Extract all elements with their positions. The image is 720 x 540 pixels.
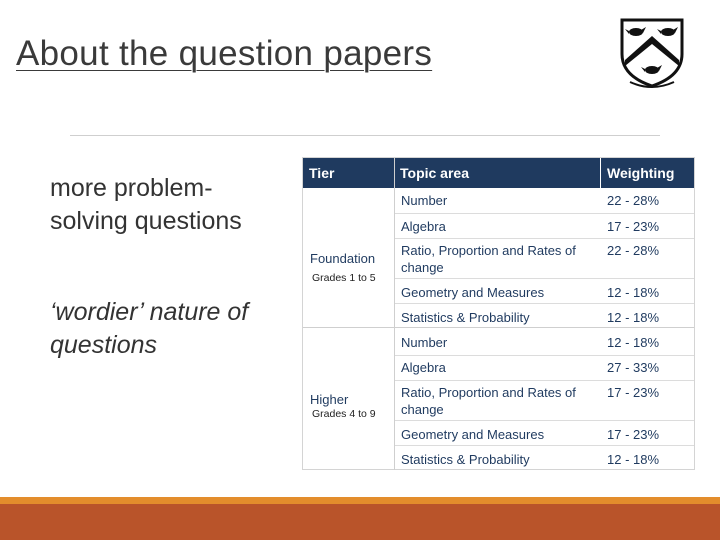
table-cell-topic: Geometry and Measures bbox=[401, 285, 545, 300]
table-cell-weighting: 27 - 33% bbox=[607, 360, 660, 375]
table-cell-topic: Number bbox=[401, 335, 448, 350]
row-divider bbox=[395, 303, 694, 304]
tier-higher-grades: Grades 4 to 9 bbox=[312, 408, 376, 420]
table-cell-topic: Ratio, Proportion and Rates of change bbox=[401, 385, 576, 417]
row-divider bbox=[395, 355, 694, 356]
bullet-problem-solving: more problem-solving questions bbox=[50, 174, 242, 235]
table-cell-topic: Algebra bbox=[401, 360, 446, 375]
table-cell-weighting: 22 - 28% bbox=[607, 243, 660, 258]
column-divider bbox=[600, 158, 601, 188]
table-cell-topic: Number bbox=[401, 193, 448, 208]
tier-foundation-grades: Grades 1 to 5 bbox=[312, 272, 376, 284]
row-divider bbox=[395, 445, 694, 446]
footer-band-rust bbox=[0, 504, 720, 540]
title-divider bbox=[70, 135, 660, 136]
school-crest-icon bbox=[616, 14, 688, 90]
header-topic-area: Topic area bbox=[400, 165, 469, 181]
table-cell-topic: Statistics & Probability bbox=[401, 452, 530, 467]
table-cell-weighting: 12 - 18% bbox=[607, 452, 660, 467]
tier-foundation: Foundation bbox=[310, 251, 376, 266]
slide-title: About the question papers bbox=[16, 34, 433, 73]
table-cell-weighting: 12 - 18% bbox=[607, 285, 660, 300]
column-divider bbox=[394, 158, 395, 470]
table-cell-weighting: 22 - 28% bbox=[607, 193, 660, 208]
tier-higher: Higher bbox=[310, 392, 349, 407]
table-cell-topic: Ratio, Proportion and Rates of change bbox=[401, 243, 576, 275]
header-tier: Tier bbox=[309, 165, 335, 181]
table-cell-weighting: 17 - 23% bbox=[607, 385, 660, 400]
table-cell-topic: Algebra bbox=[401, 219, 446, 234]
row-divider bbox=[395, 420, 694, 421]
footer-band-orange bbox=[0, 497, 720, 504]
row-divider bbox=[395, 213, 694, 214]
bullet-wordier: ‘wordier’ nature of questions bbox=[50, 298, 249, 359]
table-cell-topic: Geometry and Measures bbox=[401, 427, 545, 442]
row-divider bbox=[395, 380, 694, 381]
table-cell-weighting: 12 - 18% bbox=[607, 335, 660, 350]
weighting-table bbox=[302, 157, 695, 470]
row-divider bbox=[395, 278, 694, 279]
header-weighting: Weighting bbox=[607, 165, 675, 181]
tier-divider bbox=[303, 327, 694, 328]
table-cell-topic: Statistics & Probability bbox=[401, 310, 530, 325]
row-divider bbox=[395, 238, 694, 239]
table-cell-weighting: 12 - 18% bbox=[607, 310, 660, 325]
table-cell-weighting: 17 - 23% bbox=[607, 427, 660, 442]
table-cell-weighting: 17 - 23% bbox=[607, 219, 660, 234]
table-header-row bbox=[303, 158, 694, 188]
